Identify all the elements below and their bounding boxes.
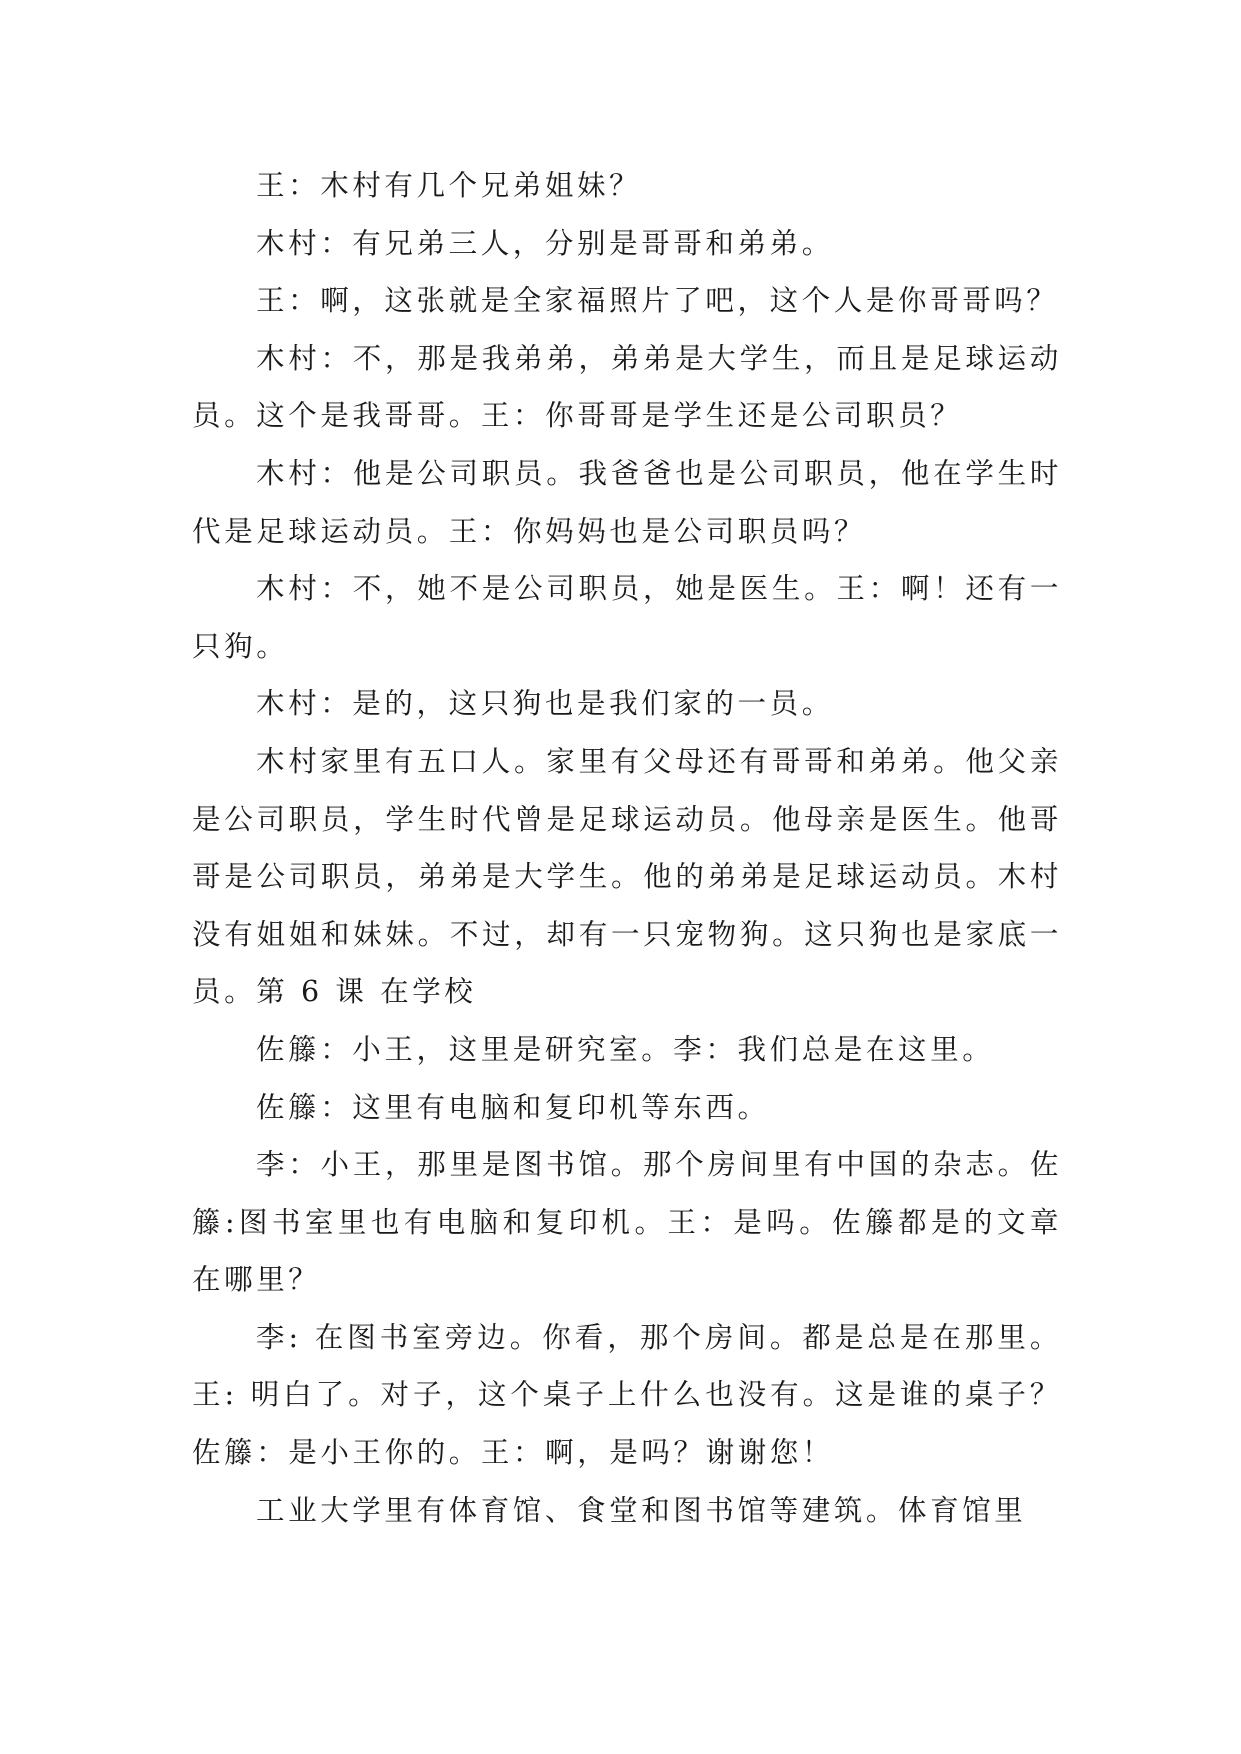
- dialogue-paragraph: 佐籐：这里有电脑和复印机等东西。: [256, 1090, 770, 1124]
- dialogue-paragraph: 木村：不，那是我弟弟，弟弟是大学生，而且是足球运动员。这个是我哥哥。王：你哥哥是学生还是公司职员？: [192, 341, 1062, 433]
- document-body: [192, 157, 1062, 1539]
- summary-paragraph: 木村家里有五口人。家里有父母还有哥哥和弟弟。他父亲是公司职员，学生时代曾是足球运动员。他母亲是医生。他哥哥是公司职员，弟弟是大学生。他的弟弟是足球运动员。木村没有姐姐和妹妹。不过，却有一只宠物狗。这只狗也是家底一员。第 6 课 在学校: [192, 744, 1062, 1009]
- dialogue-paragraph: 王：啊，这张就是全家福照片了吧，这个人是你哥哥吗？: [256, 284, 1059, 318]
- dialogue-paragraph: 李: 在图书室旁边。你看，那个房间。都是总是在那里。王: 明白了。对子，这个桌子上什么也没有。这是谁的桌子？佐籐：是小王你的。王：啊，是吗？谢谢您！: [192, 1320, 1062, 1470]
- dialogue-paragraph: 木村：不，她不是公司职员，她是医生。王：啊！还有一只狗。: [192, 572, 1062, 663]
- dialogue-paragraph: 木村：他是公司职员。我爸爸也是公司职员，他在学生时代是足球运动员。王：你妈妈也是公司职员吗？: [192, 456, 1062, 548]
- summary-paragraph: 工业大学里有体育馆、食堂和图书馆等建筑。体育馆里: [256, 1493, 1027, 1527]
- dialogue-paragraph: 木村：有兄弟三人，分别是哥哥和弟弟。: [256, 226, 834, 260]
- dialogue-paragraph: 李：小王，那里是图书馆。那个房间里有中国的杂志。佐籐:图书室里也有电脑和复印机。王：是吗。佐籐都是的文章在哪里？: [192, 1148, 1062, 1297]
- dialogue-paragraph: 木村：是的，这只狗也是我们家的一员。: [256, 687, 834, 721]
- dialogue-paragraph: 王：木村有几个兄弟姐妹？: [256, 169, 642, 202]
- dialogue-paragraph: 佐籐：小王，这里是研究室。李：我们总是在这里。: [256, 1032, 995, 1066]
